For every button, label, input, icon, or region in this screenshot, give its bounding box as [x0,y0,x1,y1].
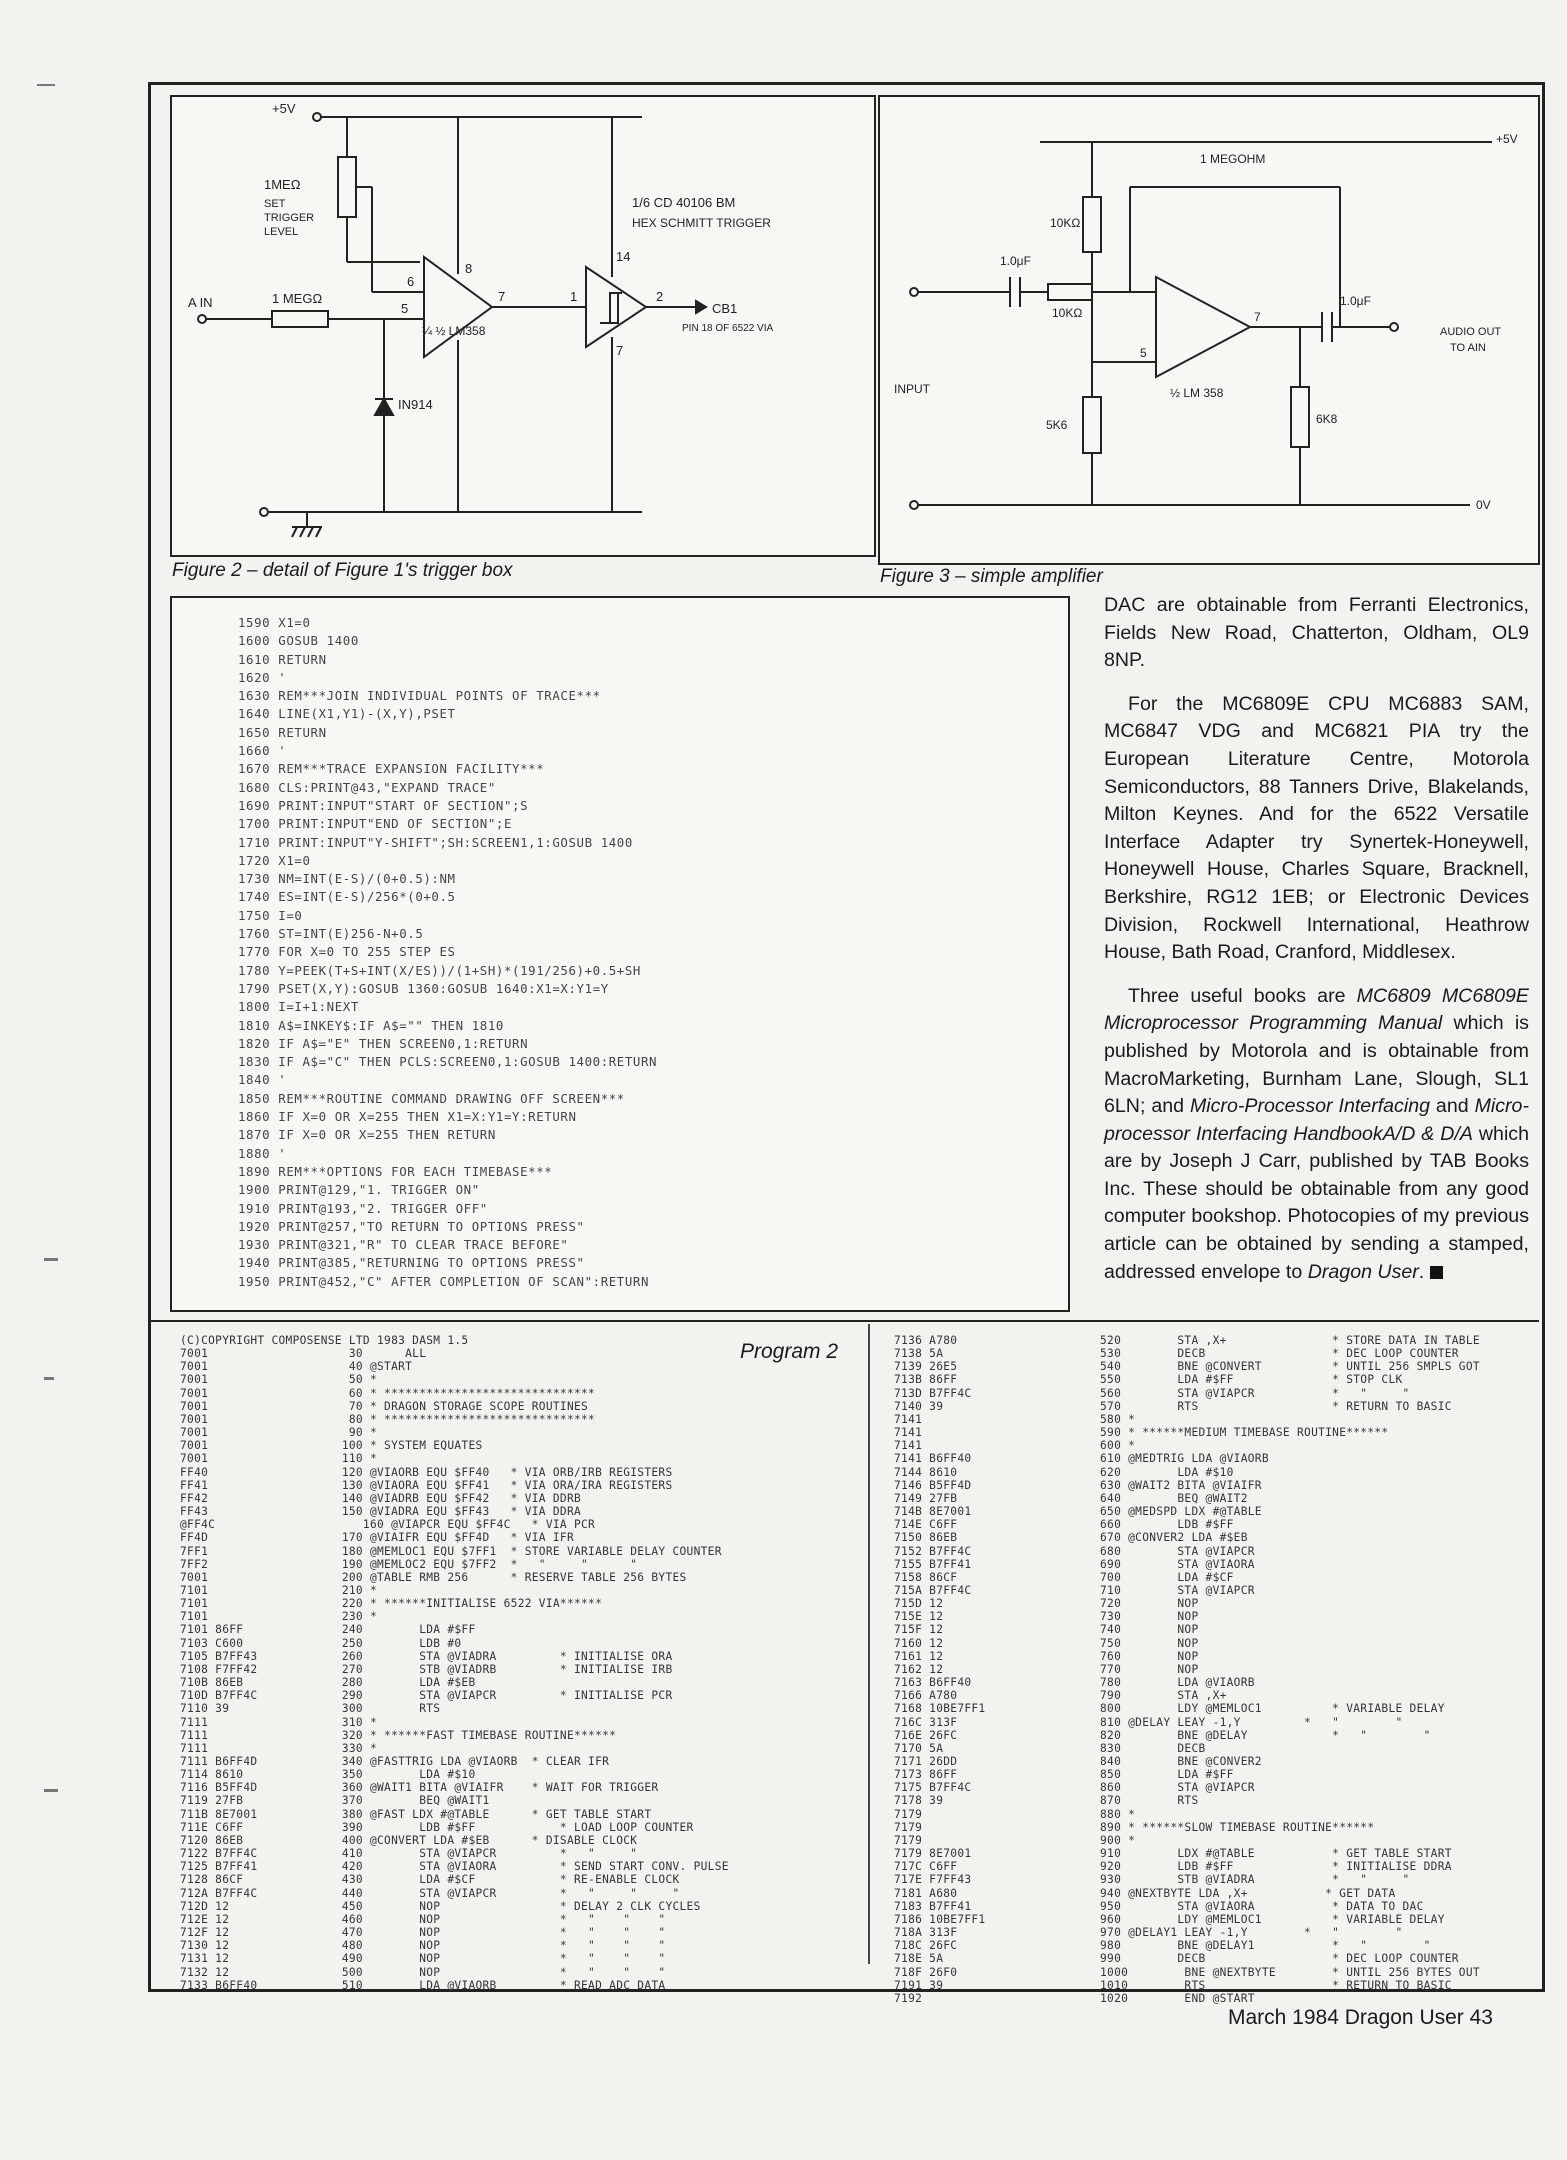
asm-line: 713D B7FF4C [894,1386,972,1400]
asm-line: 7101 86FF 240 LDA #$FF [180,1623,476,1637]
asm-line: 7111 320 * ******FAST TIMEBASE ROUTINE****** [180,1728,617,1742]
asm-line: 900 * [1100,1833,1136,1847]
asm-line: 890 * ******SLOW TIMEBASE ROUTINE****** [1100,1820,1375,1834]
asm-line: FF43 150 @VIADRA EQU $FF43 * VIA DDRA [180,1505,582,1519]
asm-line: 940 @NEXTBYTE LDA ,X+ * GET DATA [1100,1886,1396,1900]
asm-line: 590 * ******MEDIUM TIMEBASE ROUTINE****** [1100,1426,1389,1440]
asm-line: 712D 12 450 NOP * DELAY 2 CLK CYCLES [180,1899,701,1913]
asm-line: 718A 313F [894,1926,958,1940]
asm-line: FF4D 170 @VIAIFR EQU $FF4D * VIA IFR [180,1531,574,1545]
asm-line: FF41 130 @VIAORA EQU $FF41 * VIA ORA/IRA REGISTERS [180,1478,673,1492]
asm-line: 7101 220 * ******INITIALISE 6522 VIA****** [180,1597,603,1611]
margin-mark-low [44,1789,58,1792]
asm-line: 718F 26F0 [894,1965,958,1979]
asm-line: 718E 5A [894,1952,944,1966]
asm-line: 7116 B5FF4D 360 @WAIT1 BITA @VIAIFR * WAIT FOR TRIGGER [180,1781,659,1795]
basic-line: 1930 PRINT@321,"R" TO CLEAR TRACE BEFORE" [238,1237,569,1253]
basic-line: 1870 IF X=0 OR X=255 THEN RETURN [238,1127,496,1143]
fig2-pin1: 1 [570,289,578,304]
asm-line: 7001 50 * [180,1373,377,1387]
fig2-output-2: PIN 18 OF 6522 VIA [682,323,774,334]
basic-line: 1860 IF X=0 OR X=255 THEN X1=X:Y1=Y:RETURN [238,1109,577,1125]
asm-line: 710 STA @VIAPCR [1100,1583,1255,1597]
asm-line: 7166 A780 [894,1689,958,1703]
asm-line: 7111 B6FF4D 340 @FASTTRIG LDA @VIAORB * CLEAR IFR [180,1755,610,1768]
basic-line: 1690 PRINT:INPUT"START OF SECTION";S [238,797,529,813]
asm-line: 710B 86EB 280 LDA #$EB [180,1676,476,1690]
asm-line: 700 LDA #$CF [1100,1570,1234,1584]
asm-line: 660 LDB #$FF [1100,1518,1234,1532]
asm-line: 7136 A780 [894,1334,958,1347]
asm-line: 830 DECB [1100,1741,1206,1755]
asm-line: 715F 12 [894,1623,944,1637]
fig2-pot-value: 1MEΩ [264,177,301,192]
asm-line: 750 NOP [1100,1636,1199,1650]
basic-line: 1670 REM***TRACE EXPANSION FACILITY*** [238,761,545,777]
asm-line: 7133 B6FF40 510 LDA @VIAORB * READ ADC DATA [180,1978,666,1992]
basic-line: 1760 ST=INT(E)256-N+0.5 [238,926,424,942]
asm-line: 7108 F7FF42 270 STB @VIADRB * INITIALISE IRB [180,1662,673,1676]
basic-line: 1600 GOSUB 1400 [238,633,359,649]
asm-line: 712E 12 460 NOP * " " " [180,1912,666,1926]
basic-line: 1590 X1=0 [238,615,311,630]
asm-line: 7141 B6FF40 [894,1452,972,1466]
asm-line: 820 BNE @DELAY * " " [1100,1728,1431,1742]
asm-line: 7171 26DD [894,1755,958,1768]
fig3-pin7: 7 [1254,310,1261,324]
basic-line: 1640 LINE(X1,Y1)-(X,Y),PSET [238,706,456,722]
asm-line: 7FF2 190 @MEMLOC2 EQU $7FF2 * " " " [180,1557,638,1571]
asm-line: 1020 END @START [1100,1991,1255,2005]
asm-line: 7001 200 @TABLE RMB 256 * RESERVE TABLE 256 BYTES [180,1570,687,1584]
asm-line: 670 @CONVER2 LDA #$EB [1100,1531,1248,1545]
asm-line: 7101 210 * [180,1583,377,1597]
asm-line: 7122 B7FF4C 410 STA @VIAPCR * " " [180,1847,638,1861]
asm-line: 7110 39 300 RTS [180,1702,441,1716]
fig2-pin14: 14 [616,249,631,264]
basic-line: 1890 REM***OPTIONS FOR EACH TIMEBASE*** [238,1163,553,1179]
p3-text-b: which is published by Motorola and is obtainable from MacroMarketing, Burnham Lane, Slough, SL1 6LN; and [1104,1012,1529,1118]
asm-line: 7001 30 ALL [180,1347,427,1361]
asm-line: 7125 B7FF41 420 STA @VIAORA * SEND START CONV. PULSE [180,1860,729,1874]
asm-line: 7111 310 * [180,1715,377,1729]
asm-line: 7138 5A [894,1347,944,1361]
asm-line: 7149 27FB [894,1491,958,1505]
fig3-r-series: 10KΩ [1052,306,1083,320]
asm-line: 712F 12 470 NOP * " " " [180,1926,666,1940]
margin-mark-mid2 [44,1377,54,1380]
asm-line: 840 BNE @CONVER2 [1100,1755,1262,1768]
fig3-output-1: AUDIO OUT [1440,326,1502,338]
basic-line: 1850 REM***ROUTINE COMMAND DRAWING OFF SCREEN*** [238,1090,625,1106]
basic-line: 1610 RETURN [238,651,327,667]
asm-line: 7132 12 500 NOP * " " " [180,1965,666,1979]
fig3-cap-out: 1.0μF [1340,294,1371,308]
magazine-title: Dragon User [1307,1260,1419,1283]
asm-line: 7155 B7FF41 [894,1557,972,1571]
asm-line: 520 STA ,X+ * STORE DATA IN TABLE [1100,1334,1480,1347]
fig2-diode-label: IN914 [398,397,433,412]
asm-line: 540 BNE @CONVERT * UNTIL 256 SMPLS GOT [1100,1360,1480,1374]
fig2-pin8: 8 [465,261,473,276]
asm-line: 7160 12 [894,1636,944,1650]
fig3-opamp: ½ LM 358 [1170,386,1224,400]
asm-line: 860 STA @VIAPCR [1100,1781,1255,1795]
book-title-1: MC6809 MC6809E Microprocessor Programming Manual [1104,984,1529,1035]
asm-line: 7140 39 [894,1399,944,1413]
basic-line: 1680 CLS:PRINT@43,"EXPAND TRACE" [238,779,496,795]
basic-line: 1780 Y=PEEK(T+S+INT(X/ES))/(1+SH)*(191/256)+0.5+SH [238,962,641,978]
asm-line: 640 BEQ @WAIT2 [1100,1491,1248,1505]
asm-line: 930 STB @VIADRA * " " [1100,1873,1410,1887]
asm-line: 7158 86CF [894,1570,958,1584]
fig2-pin7: 7 [498,289,506,304]
asm-line: 7183 B7FF41 [894,1899,972,1913]
asm-line: 716C 313F [894,1715,958,1729]
fig3-r-load: 6K8 [1316,412,1338,426]
asm-line: 7001 70 * DRAGON STORAGE SCOPE ROUTINES [180,1399,589,1413]
asm-line: 800 LDY @MEMLOC1 * VARIABLE DELAY [1100,1702,1445,1716]
basic-line: 1920 PRINT@257,"TO RETURN TO OPTIONS PRESS" [238,1218,585,1234]
fig3-supply: +5V [1496,132,1518,146]
basic-line: 1940 PRINT@385,"RETURNING TO OPTIONS PRESS" [238,1255,585,1271]
fig3-input: INPUT [894,382,930,396]
asm-line: 7130 12 480 NOP * " " " [180,1939,666,1953]
asm-line: 714B 8E7001 [894,1505,972,1519]
basic-line: 1770 FOR X=0 TO 255 STEP ES [238,944,456,960]
asm-line: 880 * [1100,1807,1136,1821]
program-2-column-3 [1100,1334,1480,2005]
asm-line: 716E 26FC [894,1728,958,1742]
asm-line: 715E 12 [894,1610,944,1624]
asm-line: 610 @MEDTRIG LDA @VIAORB [1100,1452,1269,1466]
basic-line: 1740 ES=INT(E-S)/256*(0+0.5 [238,889,456,905]
asm-line: 7179 8E7001 [894,1847,972,1861]
basic-line: 1710 PRINT:INPUT"Y-SHIFT";SH:SCREEN1,1:GOSUB 1400 [238,834,633,850]
asm-line: 810 @DELAY LEAY -1,Y * " " [1100,1715,1403,1729]
asm-line: 7150 86EB [894,1531,958,1545]
p3-text-a: Three useful books are [1128,984,1357,1007]
asm-line: 550 LDA #$FF * STOP CLK [1100,1373,1403,1387]
asm-line: 980 BNE @DELAY1 * " " [1100,1939,1431,1953]
asm-line: 730 NOP [1100,1610,1199,1624]
basic-line: 1620 ' [238,669,287,685]
asm-line: 650 @MEDSPD LDX #@TABLE [1100,1505,1262,1519]
asm-line: 7001 60 * ****************************** [180,1386,596,1400]
program-2-title: Program 2 [740,1340,839,1363]
basic-line: 1730 NM=INT(E-S)/(0+0.5):NM [238,871,456,887]
asm-line: 740 NOP [1100,1623,1199,1637]
asm-line: 960 LDY @MEMLOC1 * VARIABLE DELAY [1100,1912,1445,1926]
asm-line: 7175 B7FF4C [894,1781,972,1795]
basic-line: 1810 A$=INKEY$:IF A$="" THEN 1810 [238,1017,504,1033]
basic-line: 1840 ' [238,1072,287,1088]
asm-line: FF42 140 @VIADRB EQU $FF42 * VIA DDRB [180,1491,582,1505]
asm-line: 7178 39 [894,1794,944,1808]
asm-line: 970 @DELAY1 LEAY -1,Y * " " [1100,1926,1403,1940]
basic-line: 1910 PRINT@193,"2. TRIGGER OFF" [238,1200,488,1216]
asm-line: 7128 86CF 430 LDA #$CF * RE-ENABLE CLOCK [180,1873,680,1887]
p3-text-c: and [1430,1095,1475,1118]
asm-line: 7141 [894,1412,923,1426]
asm-line: 715D 12 [894,1597,944,1611]
fig3-pin5: 5 [1140,346,1147,360]
asm-line: 712A B7FF4C 440 STA @VIAPCR * " " " [180,1886,680,1900]
asm-line: 530 DECB * DEC LOOP COUNTER [1100,1347,1459,1361]
article-paragraph-1: DAC are obtainable from Ferranti Electronics, Fields New Road, Chatterton, Oldham, OL9 8NP. [1104,594,1529,672]
basic-line: 1900 PRINT@129,"1. TRIGGER ON" [238,1182,480,1198]
asm-line: 990 DECB * DEC LOOP COUNTER [1100,1952,1459,1966]
basic-line: 1880 ' [238,1145,287,1161]
asm-line: 850 LDA #$FF [1100,1768,1234,1782]
basic-line: 1820 IF A$="E" THEN SCREEN0,1:RETURN [238,1035,529,1051]
basic-line: 1790 PSET(X,Y):GOSUB 1360:GOSUB 1640:X1=X:Y1=Y [238,980,609,996]
fig3-ground: 0V [1476,498,1491,512]
fig2-schmitt-1: 1/6 CD 40106 BM [632,195,736,210]
margin-mark-mid [44,1258,58,1261]
asm-line: 7192 [894,1991,923,2005]
fig3-output-2: TO AIN [1450,342,1486,354]
asm-line: 7114 8610 350 LDA #$10 [180,1768,476,1782]
asm-line: 717C C6FF [894,1860,958,1874]
fig2-pin5: 5 [401,301,409,316]
asm-line: 7179 [894,1820,923,1834]
basic-line: 1830 IF A$="C" THEN PCLS:SCREEN0,1:GOSUB 1400:RETURN [238,1054,658,1070]
asm-line: 7131 12 490 NOP * " " " [180,1952,666,1966]
asm-line: 7119 27FB 370 BEQ @WAIT1 [180,1794,490,1808]
asm-line: 7179 [894,1807,923,1821]
asm-line: 7001 40 @START [180,1360,413,1374]
asm-line: (C)COPYRIGHT COMPOSENSE LTD 1983 DASM 1.5 [180,1334,469,1347]
asm-line: 7181 A680 [894,1886,958,1900]
asm-line: 7111 330 * [180,1741,377,1755]
page-footer: March 1984 Dragon User 43 [1228,2006,1493,2029]
asm-line: 7168 10BE7FF1 [894,1702,986,1716]
asm-line: 710D B7FF4C 290 STA @VIAPCR * INITIALISE PCR [180,1689,673,1703]
asm-line: 600 * [1100,1439,1136,1453]
asm-line: 630 @WAIT2 BITA @VIAIFR [1100,1478,1262,1492]
p3-text-end: . [1418,1260,1425,1283]
asm-line: 790 STA ,X+ [1100,1689,1227,1703]
program-2-col-divider [868,1324,870,1964]
basic-listing [238,614,657,1291]
basic-line: 1750 I=0 [238,907,303,923]
fig3-r-top: 10KΩ [1050,216,1081,230]
asm-line: 780 LDA @VIAORB [1100,1676,1255,1690]
asm-line: 1000 BNE @NEXTBYTE * UNTIL 256 BYTES OUT [1100,1965,1480,1979]
article-paragraph-2: For the MC6809E CPU MC6883 SAM, MC6847 VDG and MC6821 PIA try the European Literature Centre, Motorola Semiconductors, 88 Tanners Drive, Blakelands, Milton Keynes. And for the 6522 Versatile Interface Adapter try Synertek-Honeywell, Honeywell House, Charles Square, Bracknell, Berkshire, RG12 1EB; or Electronic Devices Division, Rockwell International, Heathrow House, Bath Road, Cranford, Middlesex. [1104,692,1529,964]
asm-line: 718C 26FC [894,1939,958,1953]
asm-line: 7103 C600 250 LDB #0 [180,1636,462,1650]
asm-line: 580 * [1100,1412,1136,1426]
asm-line: 7001 110 * [180,1452,377,1466]
margin-mark-top [37,84,55,86]
fig3-cap-in: 1.0μF [1000,254,1031,268]
asm-line: @FF4C 160 @VIAPCR EQU $FF4C * VIA PCR [180,1518,596,1532]
p3-text-d: which are by Joseph J Carr, published by TAB Books Inc. These should be obtainable from any good computer bookshop. Photocopies of my previous article can be obtained by sending a stamped, addressed envelope to [1104,1122,1529,1283]
asm-line: 910 LDX #@TABLE * GET TABLE START [1100,1847,1452,1861]
fig2-input-label: A IN [188,295,213,310]
asm-line: 7146 B5FF4D [894,1478,972,1492]
fig2-pot-func-3: LEVEL [264,226,299,238]
figure-3-panel [878,95,1540,565]
book-title-2: Micro-Processor Interfacing [1189,1095,1430,1118]
asm-line: 720 NOP [1100,1597,1199,1611]
asm-line: 7141 [894,1439,923,1453]
asm-line: 7173 86FF [894,1768,958,1782]
asm-line: 870 RTS [1100,1794,1199,1808]
asm-line: 715A B7FF4C [894,1583,972,1597]
asm-line: 7001 100 * SYSTEM EQUATES [180,1439,483,1453]
program-2-divider [150,1320,1539,1322]
program-2-column-2 [894,1334,985,2005]
basic-line: 1650 RETURN [238,724,327,740]
fig2-supply-label: +5V [272,101,296,116]
asm-line: 690 STA @VIAORA [1100,1557,1255,1571]
asm-line: 7FF1 180 @MEMLOC1 EQU $7FF1 * STORE VARIABLE DELAY COUNTER [180,1544,722,1558]
basic-line: 1630 REM***JOIN INDIVIDUAL POINTS OF TRACE*** [238,688,601,704]
fig2-pin6: 6 [407,274,415,289]
fig2-resistor-label: 1 MEGΩ [272,291,323,306]
asm-line: 7161 12 [894,1649,944,1663]
asm-line: 7001 80 * ****************************** [180,1412,596,1426]
figure-3-schematic [880,97,1538,563]
asm-line: 7001 90 * [180,1426,377,1440]
fig2-pot-func-1: SET [264,198,286,210]
fig3-r-bottom: 5K6 [1046,418,1068,432]
basic-line: 1700 PRINT:INPUT"END OF SECTION";E [238,816,513,832]
end-mark-icon [1430,1266,1443,1279]
asm-line: 7163 B6FF40 [894,1676,972,1690]
asm-line: 560 STA @VIAPCR * " " [1100,1386,1410,1400]
figure-2-schematic [172,97,874,555]
asm-line: 7179 [894,1833,923,1847]
asm-line: 714E C6FF [894,1518,958,1532]
asm-line: 7120 86EB 400 @CONVERT LDA #$EB * DISABLE CLOCK [180,1833,638,1847]
asm-line: 711B 8E7001 380 @FAST LDX #@TABLE * GET TABLE START [180,1807,652,1821]
asm-line: 620 LDA #$10 [1100,1465,1234,1479]
asm-line: 680 STA @VIAPCR [1100,1544,1255,1558]
figure-2-panel [170,95,876,557]
asm-line: 7186 10BE7FF1 [894,1912,986,1926]
asm-line: 760 NOP [1100,1649,1199,1663]
asm-line: 920 LDB #$FF * INITIALISE DDRA [1100,1860,1452,1874]
asm-line: 7139 26E5 [894,1360,958,1374]
figure-2-caption: Figure 2 – detail of Figure 1's trigger box [172,560,513,581]
fig2-schmitt-2: HEX SCHMITT TRIGGER [632,216,771,230]
asm-line: 7101 230 * [180,1610,377,1624]
asm-line: 7105 B7FF43 260 STA @VIADRA * INITIALISE ORA [180,1649,673,1663]
asm-line: 1010 RTS * RETURN TO BASIC [1100,1978,1452,1992]
asm-line: 7170 5A [894,1741,944,1755]
asm-line: 717E F7FF43 [894,1873,972,1887]
article-text [1104,592,1529,1302]
asm-line: 7144 8610 [894,1465,958,1479]
asm-line: 7162 12 [894,1662,944,1676]
fig2-opamp-label: ¼ ½ LM358 [422,324,486,338]
fig3-feedback: 1 MEGOHM [1200,152,1266,166]
basic-line: 1800 I=I+1:NEXT [238,999,359,1015]
asm-line: 950 STA @VIAORA * DATA TO DAC [1100,1899,1424,1913]
asm-line: 570 RTS * RETURN TO BASIC [1100,1399,1452,1413]
program-2-column-1 [180,1334,729,1992]
asm-line: 711E C6FF 390 LDB #$FF * LOAD LOOP COUNTER [180,1820,694,1834]
article-paragraph-3 [1104,983,1529,1287]
fig2-pin7b: 7 [616,343,624,358]
asm-line: 7152 B7FF4C [894,1544,972,1558]
asm-line: 7141 [894,1426,923,1440]
figure-3-caption: Figure 3 – simple amplifier [880,566,1103,587]
basic-line: 1660 ' [238,743,287,759]
asm-line: 770 NOP [1100,1662,1199,1676]
book-title-3: Micro-processor Interfacing HandbookA/D & D/A [1104,1095,1529,1145]
asm-line: FF40 120 @VIAORB EQU $FF40 * VIA ORB/IRB REGISTERS [180,1465,673,1479]
asm-line: 7191 39 [894,1978,944,1992]
basic-line: 1720 X1=0 [238,852,311,868]
fig2-pot-func-2: TRIGGER [264,212,315,224]
basic-listing-panel [170,596,1070,1312]
basic-line: 1950 PRINT@452,"C" AFTER COMPLETION OF SCAN":RETURN [238,1273,650,1289]
fig2-output-1: CB1 [712,301,738,316]
fig2-pin2: 2 [656,289,664,304]
asm-line: 713B 86FF [894,1373,958,1387]
